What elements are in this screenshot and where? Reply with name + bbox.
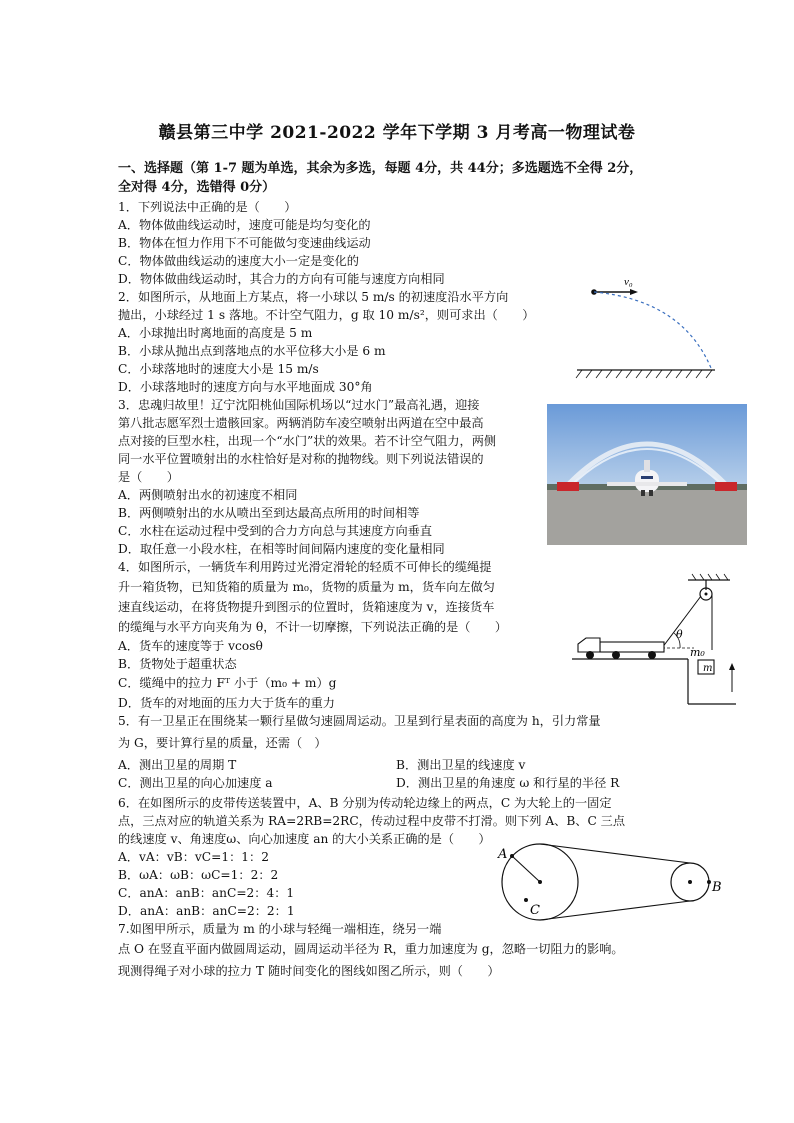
q4-stem: 4．如图所示，一辆货车利用跨过光滑定滑轮的轻质不可伸长的缆绳提 xyxy=(118,560,492,574)
q5-stem: 5．有一卫星正在围绕某一颗行星做匀速圆周运动。卫星到行星表面的高度为 h，引力常量 xyxy=(118,714,601,728)
belt-bottom xyxy=(540,901,690,920)
q6-option-b: B．ωA：ωB：ωC=1：2：2 xyxy=(118,868,279,882)
ground-hatch xyxy=(576,370,712,378)
q3-option-d: D．取任意一小段水柱，在相等时间间隔内速度的变化量相同 xyxy=(118,542,445,556)
q2-option-d: D．小球落地时的速度方向与水平地面成 30°角 xyxy=(118,380,373,394)
fire-truck-right xyxy=(715,482,737,491)
q3-option-b: B．两侧喷射出的水从喷出至到达最高点所用的时间相等 xyxy=(118,506,420,520)
q6-stem-cont2: 的线速度 v、角速度ω、向心加速度 an 的大小关系正确的是（ ） xyxy=(118,832,491,846)
q1-option-a: A．物体做曲线运动时，速度可能是均匀变化的 xyxy=(118,218,371,232)
v0-label: v₀ xyxy=(624,276,633,288)
q4-option-b: B．货物处于超重状态 xyxy=(118,657,237,671)
up-arrow-icon xyxy=(729,663,735,670)
tarmac xyxy=(547,488,747,545)
label-a: A xyxy=(498,847,508,862)
q5-option-d: D．测出卫星的角速度 ω 和行星的半径 R xyxy=(396,776,620,790)
q1-stem: 1．下列说法中正确的是（ ） xyxy=(118,200,297,214)
q1-option-b: B．物体在恒力作用下不可能做匀变速曲线运动 xyxy=(118,236,371,250)
q4-option-d: D．货车的对地面的压力大于货车的重力 xyxy=(118,696,335,710)
point-a xyxy=(510,854,514,858)
q4-option-a: A．货车的速度等于 vcosθ xyxy=(118,639,263,653)
truck xyxy=(578,638,664,659)
q3-stem-cont4: 是（ ） xyxy=(118,470,179,484)
q2-option-c: C．小球落地时的速度大小是 15 m/s xyxy=(118,362,319,376)
water-gate-photo xyxy=(547,404,747,545)
q5-option-c: C．测出卫星的向心加速度 a xyxy=(118,776,273,790)
projectile-figure xyxy=(572,272,717,382)
point-c xyxy=(524,898,528,902)
q7-stem-cont2: 现测得绳子对小球的拉力 T 随时间变化的图线如图乙所示，则（ ） xyxy=(118,964,500,978)
q6-option-d: D．anA：anB：anC=2：2：1 xyxy=(118,904,295,918)
point-b xyxy=(707,880,711,884)
fire-truck-left xyxy=(557,482,579,491)
belt-top xyxy=(540,844,690,863)
q2-stem: 2．如图所示，从地面上方某点，将一小球以 5 m/s 的初速度沿水平方向 xyxy=(118,290,509,304)
q7-stem: 7.如图甲所示，质量为 m 的小球与轻绳一端相连，绕另一端 xyxy=(118,922,442,936)
q3-stem-cont1: 第八批志愿军烈士遗骸回家。两辆消防车凌空喷射出两道在空中最高 xyxy=(118,416,484,430)
q3-stem-cont3: 同一水平位置喷射出的水柱恰好是对称的抛物线。则下列说法错误的 xyxy=(118,452,484,466)
truck-pulley-figure xyxy=(570,572,750,712)
label-b: B xyxy=(712,880,722,895)
theta-label: θ xyxy=(676,628,683,641)
m0-label: m₀ xyxy=(690,646,705,659)
q2-option-a: A．小球抛出时离地面的高度是 5 m xyxy=(118,326,313,340)
q1-option-d: D．物体做曲线运动时，其合力的方向有可能与速度方向相同 xyxy=(118,272,445,286)
belt-drive-figure xyxy=(496,834,736,924)
q6-option-a: A．vA：vB：vC=1：1：2 xyxy=(118,850,269,864)
m-label: m xyxy=(703,663,713,674)
section-heading: 一、选择题（第 1-7 题为单选，其余为多选，每题 4分，共 44分；多选题选不全得 2分， xyxy=(118,161,643,176)
q3-option-a: A．两侧喷射出水的初速度不相同 xyxy=(118,488,298,502)
page-title: 赣县第三中学 2021-2022 学年下学期 3 月考高一物理试卷 xyxy=(158,123,636,143)
q6-option-c: C．anA：anB：anC=2：4：1 xyxy=(118,886,295,900)
q3-option-c: C．水柱在运动过程中受到的合力方向总与其速度方向垂直 xyxy=(118,524,433,538)
q4-stem-cont1: 升一箱货物，已知货箱的质量为 m₀，货物的质量为 m，货车向左做匀 xyxy=(118,580,495,594)
q6-stem: 6．在如图所示的皮带传送装置中，A、B 分别为传动轮边缘上的两点，C 为大轮上的一固定 xyxy=(118,796,612,810)
arrow-head-icon xyxy=(630,289,638,295)
label-c: C xyxy=(530,903,540,918)
q5-stem-cont: 为 G，要计算行星的质量，还需（ ） xyxy=(118,736,327,750)
q7-stem-cont1: 点 O 在竖直平面内做圆周运动，圆周运动半径为 R，重力加速度为 g，忽略一切阻力的影响。 xyxy=(118,942,624,956)
q6-stem-cont1: 点，三点对应的轨道关系为 RA=2RB=2RC，传动过程中皮带不打滑。则下列 A、B、C 三点 xyxy=(118,814,626,828)
q3-stem-cont2: 点对接的巨型水柱，出现一个“水门”状的效果。若不计空气阻力，两侧 xyxy=(118,434,497,448)
q5-option-b: B．测出卫星的线速度 v xyxy=(396,758,526,772)
trajectory-curve xyxy=(594,292,711,368)
q5-option-a: A．测出卫星的周期 T xyxy=(118,758,237,772)
section-heading-cont: 全对得 4分，选错得 0分） xyxy=(118,180,276,195)
q2-stem-cont: 抛出，小球经过 1 s 落地。不计空气阻力，g 取 10 m/s²，则可求出（ ） xyxy=(118,308,535,322)
q4-stem-cont3: 的缆绳与水平方向夹角为 θ，不计一切摩擦，下列说法正确的是（ ） xyxy=(118,620,508,634)
q3-stem: 3．忠魂归故里！辽宁沈阳桃仙国际机场以“过水门”最高礼遇，迎接 xyxy=(118,398,480,412)
q2-option-b: B．小球从抛出点到落地点的水平位移大小是 6 m xyxy=(118,344,386,358)
q4-option-c: C．缆绳中的拉力 Fᵀ 小于（m₀ + m）g xyxy=(118,676,337,690)
q4-stem-cont2: 速直线运动，在将货物提升到图示的位置时，货箱速度为 v，连接货车 xyxy=(118,600,495,614)
q1-option-c: C．物体做曲线运动的速度大小一定是变化的 xyxy=(118,254,359,268)
